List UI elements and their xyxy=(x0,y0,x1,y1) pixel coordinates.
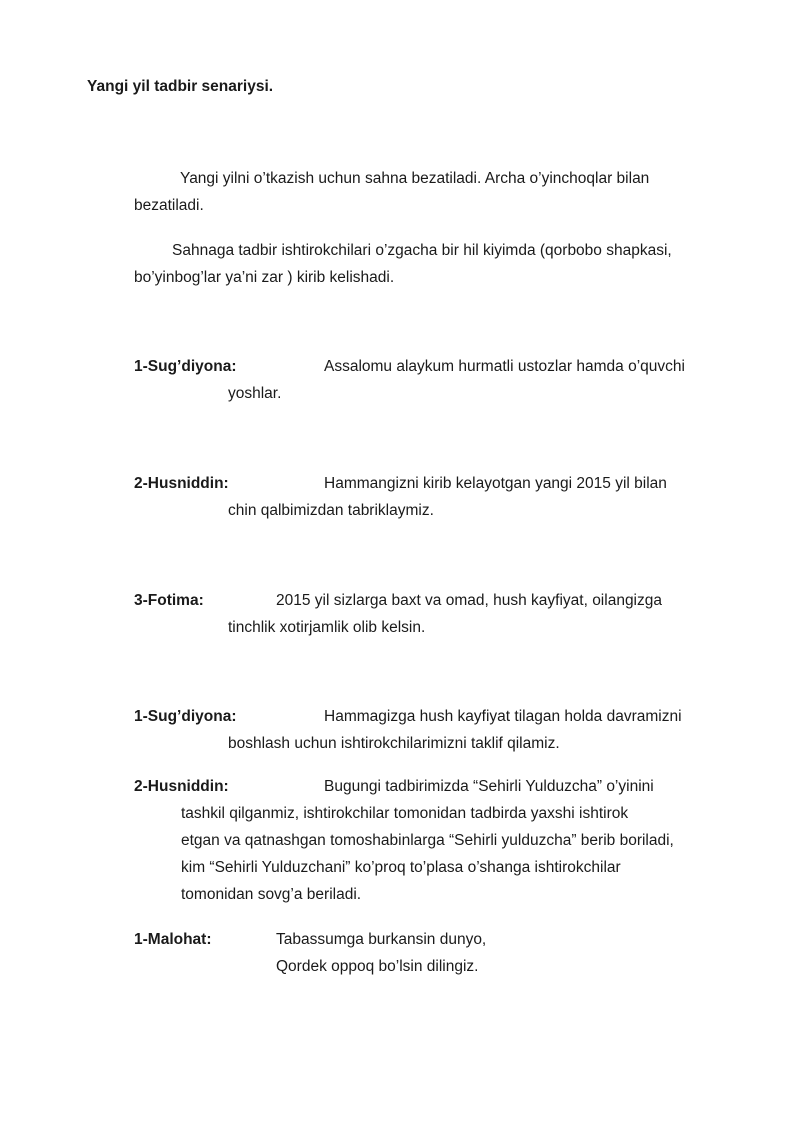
speaker-name: 3-Fotima: xyxy=(134,592,204,609)
intro-paragraph-line: bezatiladi. xyxy=(134,197,204,214)
dialogue-line xyxy=(134,773,739,908)
dialogue-text: 2015 yil sizlarga baxt va omad, hush kayfiyat, oilangizga xyxy=(276,592,662,609)
speaker-name: 2-Husniddin: xyxy=(134,475,229,492)
speaker-name: 1-Malohat: xyxy=(134,931,212,948)
dialogue-text: boshlash uchun ishtirokchilarimizni taklif qilamiz. xyxy=(228,735,560,752)
dialogue-text: tashkil qilganmiz, ishtirokchilar tomonidan tadbirda yaxshi ishtirok xyxy=(181,805,629,822)
intro-paragraph-line: bo’yinbog’lar ya’ni zar ) kirib kelishadi. xyxy=(134,269,395,286)
dialogue-text: etgan va qatnashgan tomoshabinlarga “Sehirli yulduzcha” berib boriladi, xyxy=(181,832,674,849)
intro-paragraph xyxy=(134,165,734,219)
dialogue-line xyxy=(134,470,739,524)
dialogue-line xyxy=(134,587,739,641)
dialogue-line xyxy=(134,703,739,757)
dialogue-text: Hammagizga hush kayfiyat tilagan holda davramizni xyxy=(324,708,682,725)
intro-paragraph-line: Sahnaga tadbir ishtirokchilari o’zgacha bir hil kiyimda (qorbobo shapkasi, xyxy=(172,242,672,259)
dialogue-text: Tabassumga burkansin dunyo, xyxy=(276,931,487,948)
speaker-name: 1-Sug’diyona: xyxy=(134,358,237,375)
dialogue-text: Assalomu alaykum hurmatli ustozlar hamda o’quvchi xyxy=(324,358,685,375)
speaker-name: 1-Sug’diyona: xyxy=(134,708,237,725)
dialogue-line xyxy=(134,353,739,407)
intro-paragraph-line: Yangi yilni o’tkazish uchun sahna bezatiladi. Archa o’yinchoqlar bilan xyxy=(180,170,650,187)
document-title: Yangi yil tadbir senariysi. xyxy=(87,78,274,95)
dialogue-text: yoshlar. xyxy=(228,385,282,402)
dialogue-text: Bugungi tadbirimizda “Sehirli Yulduzcha” o’yinini xyxy=(324,778,654,795)
intro-paragraph xyxy=(134,237,734,291)
dialogue-text: kim “Sehirli Yulduzchani” ko’proq to’plasa o’shanga ishtirokchilar xyxy=(181,859,621,876)
dialogue-text: Qordek oppoq bo’lsin dilingiz. xyxy=(276,958,479,975)
dialogue-text: tinchlik xotirjamlik olib kelsin. xyxy=(228,619,426,636)
dialogue-text: tomonidan sovg’a beriladi. xyxy=(181,886,362,903)
dialogue-text: Hammangizni kirib kelayotgan yangi 2015 yil bilan xyxy=(324,475,667,492)
speaker-name: 2-Husniddin: xyxy=(134,778,229,795)
dialogue-text: chin qalbimizdan tabriklaymiz. xyxy=(228,502,434,519)
dialogue-line xyxy=(134,926,739,980)
